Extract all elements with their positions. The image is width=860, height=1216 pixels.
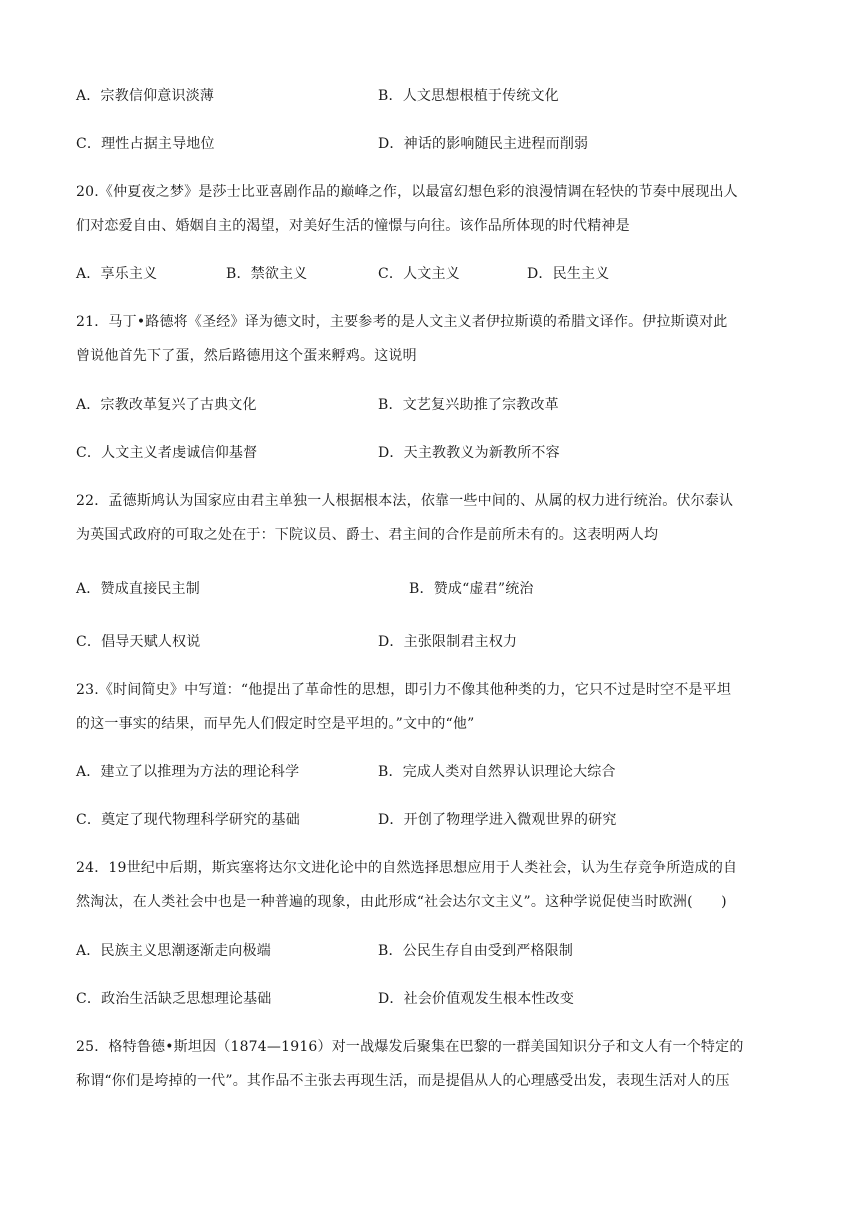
q20-option-a[interactable]: A．享乐主义 (76, 266, 158, 282)
q23-stem-line-1: 23.《时间简史》中写道：“他提出了革命性的思想，即引力不像其他种类的力，它只不过是时空不是平坦 (76, 682, 732, 698)
q19-option-c[interactable]: C．理性占据主导地位 (76, 136, 215, 152)
q24-stem-line-2: 然淘汰，在人类社会中也是一种普遍的现象，由此形成“社会达尔文主义”。这种学说促使当时欧洲( ) (76, 894, 727, 910)
q24-option-c[interactable]: C．政治生活缺乏思想理论基础 (76, 991, 272, 1007)
q20-stem-line-1: 20.《仲夏夜之梦》是莎士比亚喜剧作品的巅峰之作，以最富幻想色彩的浪漫情调在轻快的节奏中展现出人 (76, 184, 738, 200)
q20-option-d[interactable]: D．民生主义 (527, 266, 610, 282)
q23-option-a[interactable]: A．建立了以推理为方法的理论科学 (76, 764, 300, 780)
q20-option-b[interactable]: B．禁欲主义 (226, 266, 308, 282)
q23-option-d[interactable]: D．开创了物理学进入微观世界的研究 (378, 812, 617, 828)
q25-stem-line-1: 25．格特鲁德•斯坦因（1874—1916）对一战爆发后聚集在巴黎的一群美国知识分子和文人有一个特定的 (76, 1039, 744, 1055)
q22-option-c[interactable]: C．倡导天赋人权说 (76, 634, 201, 650)
q21-option-a[interactable]: A．宗教改革复兴了古典文化 (76, 397, 257, 413)
q22-stem-line-2: 为英国式政府的可取之处在于：下院议员、爵士、君主间的合作是前所未有的。这表明两人均 (76, 527, 659, 543)
q24-option-d[interactable]: D．社会价值观发生根本性改变 (378, 991, 575, 1007)
q19-option-d[interactable]: D．神话的影响随民主进程而削弱 (378, 136, 589, 152)
q24-stem-line-1: 24．19世纪中后期，斯宾塞将达尔文进化论中的自然选择思想应用于人类社会，认为生存竞争所造成的自 (76, 860, 738, 876)
q24-option-a[interactable]: A．民族主义思潮逐渐走向极端 (76, 943, 271, 959)
q23-option-b[interactable]: B．完成人类对自然界认识理论大综合 (378, 764, 616, 780)
q22-stem-line-1: 22．孟德斯鸠认为国家应由君主单独一人根据根本法，依靠一些中间的、从属的权力进行统治。伏尔泰认 (76, 493, 734, 509)
q19-option-a[interactable]: A．宗教信仰意识淡薄 (76, 88, 215, 104)
q22-option-b[interactable]: B．赞成“虚君”统治 (409, 581, 534, 597)
q20-option-c[interactable]: C．人文主义 (378, 266, 460, 282)
q21-option-c[interactable]: C．人文主义者虔诚信仰基督 (76, 445, 258, 461)
q23-stem-line-2: 的这一事实的结果，而早先人们假定时空是平坦的。”文中的“他” (76, 716, 475, 732)
q21-option-d[interactable]: D．天主教教义为新教所不容 (378, 445, 560, 461)
q22-option-a[interactable]: A．赞成直接民主制 (76, 581, 200, 597)
q23-option-c[interactable]: C．奠定了现代物理科学研究的基础 (76, 812, 300, 828)
q25-stem-line-2: 称谓“你们是垮掉的一代”。其作品不主张去再现生活，而是提倡从人的心理感受出发，表现生活对人的压 (76, 1073, 730, 1089)
q21-stem-line-1: 21．马丁•路德将《圣经》译为德文时，主要参考的是人文主义者伊拉斯谟的希腊文译作。伊拉斯谟对此 (76, 314, 728, 330)
q19-option-b[interactable]: B．人文思想根植于传统文化 (378, 88, 559, 104)
q22-option-d[interactable]: D．主张限制君主权力 (378, 634, 518, 650)
q21-option-b[interactable]: B．文艺复兴助推了宗教改革 (378, 397, 559, 413)
q21-stem-line-2: 曾说他首先下了蛋，然后路德用这个蛋来孵鸡。这说明 (76, 348, 417, 364)
q20-stem-line-2: 们对恋爱自由、婚姻自主的渴望，对美好生活的憧憬与向往。该作品所体现的时代精神是 (76, 218, 630, 234)
q24-option-b[interactable]: B．公民生存自由受到严格限制 (378, 943, 574, 959)
